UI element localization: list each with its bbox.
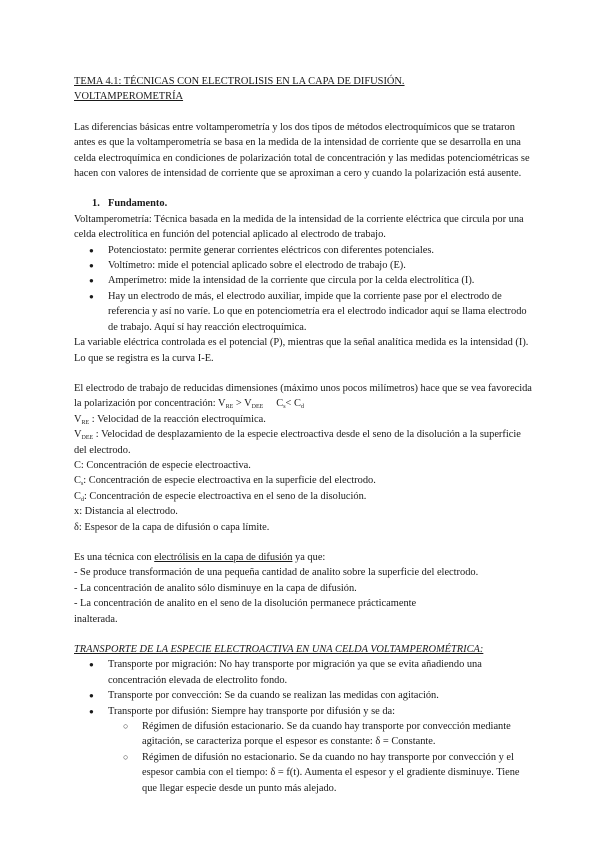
title-line-1: TEMA 4.1: TÉCNICAS CON ELECTROLISIS EN LA CAPA DE DIFUSIÓN. bbox=[74, 76, 405, 87]
list-item: ● Hay un electrodo de más, el electrodo auxiliar, impide que la corriente pase por el electrodo de referencia y así no varíe. Lo que en potenciometría era el electrodo indicador aquí se llama electrodo de trabajo. Aquí sí hay reacción electroquímica. bbox=[108, 289, 536, 335]
list-item: ● Potenciostato: permite generar corrientes eléctricos con diferentes potenciales. bbox=[108, 243, 536, 258]
list-item: ● Transporte por migración: No hay transporte por migración ya que se evita añadiendo una concentración elevada de electrolito fondo. bbox=[108, 657, 536, 688]
def-vdee: $V_{DEE}$ : Velocidad de desplazamiento de la especie electroactiva desde el seno de la disolución a la superficie del electrodo. bbox=[74, 429, 521, 456]
document-page bbox=[74, 74, 536, 796]
technique-line: inalterada. bbox=[74, 613, 118, 625]
technique-intro: Es una técnica con electrólisis en la capa de difusión ya que: bbox=[74, 551, 326, 563]
transport-list bbox=[74, 657, 536, 796]
list-item: ● Transporte por convección: Se da cuando se realizan las medidas con agitación. bbox=[108, 688, 536, 703]
list-item: ● Transporte por difusión: Siempre hay transporte por difusión y se da: ○ Régimen de difusión estacionario. Se da cuando hay transporte por convección mediante agitación, se caracteriza porque el espesor es constante: δ = Constante. ○ Régimen de difusión no estacionario. Se da cuando no hay transporte por convección y el espesor cambia con el tiempo: δ = f(t). Aumenta el espesor y el gradiente disminuye. Tiene que llegar especie desde un punto más alejado. bbox=[108, 704, 536, 796]
sub-list-item: ○ Régimen de difusión no estacionario. Se da cuando no hay transporte por convección y el espesor cambia con el tiempo: δ = f(t). Aumenta el espesor y el gradiente disminuye. Tiene que llegar especie desde un punto más alejado. bbox=[142, 750, 536, 796]
variable-paragraph: La variable eléctrica controlada es el potencial (P), mientras que la señal analítica medida es la intensidad (I). Lo que se registra es la curva I-E. bbox=[74, 337, 529, 364]
instrument-list bbox=[74, 243, 536, 335]
section-title: Fundamento. bbox=[108, 198, 168, 210]
def-c: C: Concentración de especie electroactiva. bbox=[74, 459, 251, 471]
sub-list-item: ○ Régimen de difusión estacionario. Se da cuando hay transporte por convección mediante agitación, se caracteriza porque el espesor es constante: δ = Constante. bbox=[142, 719, 536, 750]
section-number: 1. bbox=[92, 198, 100, 210]
document-title bbox=[74, 74, 536, 105]
technique-line: - Se produce transformación de una pequeña cantidad de analito sobre la superficie del electrodo. bbox=[74, 567, 479, 579]
technique-line: - La concentración de analito en el seno de la disolución permanece prácticamente bbox=[74, 598, 417, 610]
intro-paragraph: Las diferencias básicas entre voltamperometría y los dos tipos de métodos electroquímicos que se trataron antes es que la voltamperometría se basa en la medida de la intensidad de corriente que se desarrolla en una celda electroquímica en condiciones de polarización total de concentración y las medidas potenciométricas se hacen con valores de intensidad de corriente que se aproximan a cero y cuando la polarización está ausente. bbox=[74, 121, 530, 180]
definition-paragraph: Voltamperometría: Técnica basada en la medida de la intensidad de la corriente eléctrica que circula por una celda electrolítica en función del potencial aplicado al electrodo de trabajo. bbox=[74, 213, 524, 241]
technique-line: - La concentración de analito sólo disminuye en la capa de difusión. bbox=[74, 582, 357, 594]
diffusion-sublist bbox=[108, 719, 536, 796]
section-heading bbox=[92, 196, 536, 211]
def-cs: $C_s$: Concentración de especie electroactiva en la superficie del electrodo. bbox=[74, 475, 376, 488]
transport-heading: TRANSPORTE DE LA ESPECIE ELECTROACTIVA EN UNA CELDA VOLTAMPEROMÉTRICA: bbox=[74, 644, 484, 655]
def-cd: $C_d$: Concentración de especie electroactiva en el seno de la disolución. bbox=[74, 490, 367, 503]
electrode-paragraph: El electrodo de trabajo de reducidas dimensiones (máximo unos pocos milímetros) hace que se vea favorecida la polarización por concentración: $V_{RE} > V_{DEE}$ $C_s< C_d$ bbox=[74, 382, 532, 411]
title-line-2: VOLTAMPEROMETRÍA bbox=[74, 91, 184, 103]
def-x: x: Distancia al electrodo. bbox=[74, 506, 178, 518]
def-delta: δ: Espesor de la capa de difusión o capa límite. bbox=[74, 521, 270, 533]
list-item: ● Amperímetro: mide la intensidad de la corriente que circula por la celda electrolítica (I). bbox=[108, 273, 536, 288]
def-vre: $V_{RE}$ : Velocidad de la reacción electroquímica. bbox=[74, 413, 266, 426]
list-item: ● Voltímetro: mide el potencial aplicado sobre el electrodo de trabajo (E). bbox=[108, 258, 536, 273]
